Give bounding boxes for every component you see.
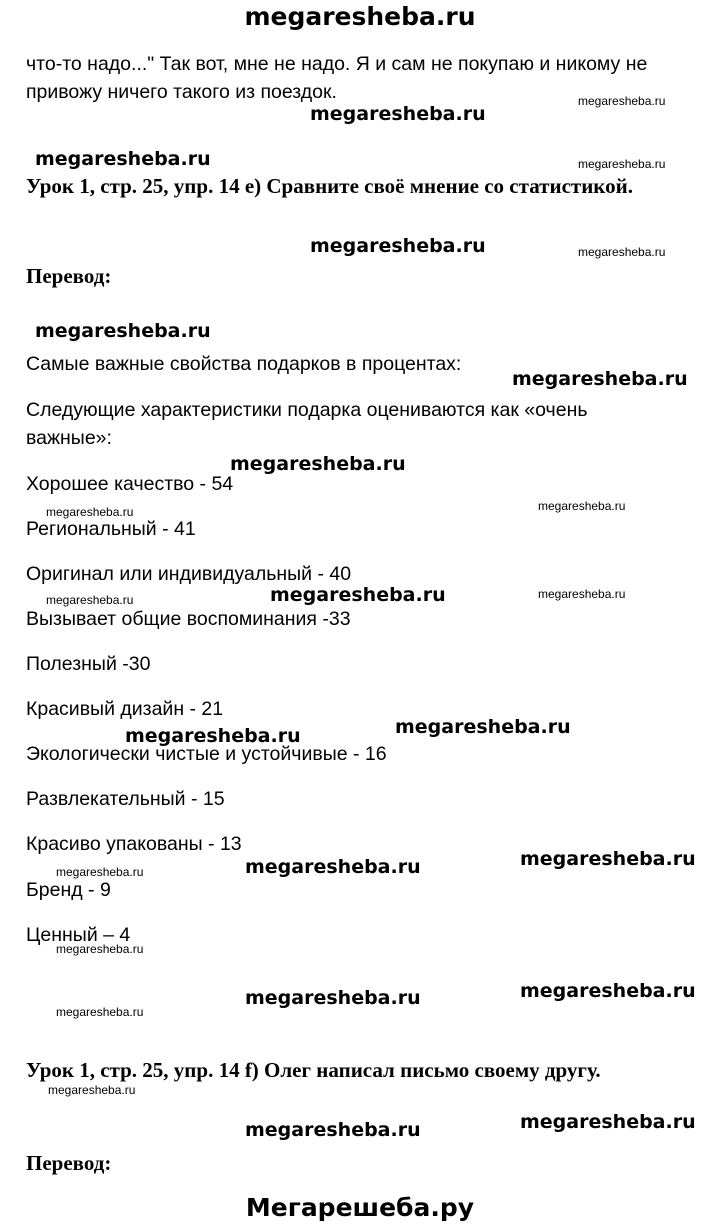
watermark: megaresheba.ru	[35, 320, 211, 342]
watermark-small: megaresheba.ru	[56, 1005, 144, 1019]
watermark: megaresheba.ru	[245, 1119, 421, 1141]
watermark: megaresheba.ru	[520, 1111, 696, 1133]
watermark-small: megaresheba.ru	[46, 593, 134, 607]
watermark-small: megaresheba.ru	[538, 499, 626, 513]
watermark-small: megaresheba.ru	[538, 587, 626, 601]
watermark-small: megaresheba.ru	[56, 865, 144, 879]
stat-item: Бренд - 9	[26, 879, 111, 901]
section-e-intro-line: Самые важные свойства подарков в процентах:	[26, 353, 462, 375]
watermark: megaresheba.ru	[520, 848, 696, 870]
watermark-small: megaresheba.ru	[578, 94, 666, 108]
watermark: megaresheba.ru	[310, 235, 486, 257]
stat-item: Вызывает общие воспоминания -33	[26, 608, 351, 630]
stat-item: Региональный - 41	[26, 518, 196, 540]
watermark: megaresheba.ru	[35, 148, 211, 170]
watermark-small: megaresheba.ru	[56, 942, 144, 956]
watermark: megaresheba.ru	[395, 716, 571, 738]
stat-item: Оригинал или индивидуальный - 40	[26, 563, 352, 585]
section-f-translation-label: Перевод:	[26, 1151, 112, 1175]
stat-item: Красиво упакованы - 13	[26, 833, 242, 855]
stat-item: Экологически чистые и устойчивые - 16	[26, 743, 387, 765]
watermark-small: megaresheba.ru	[578, 245, 666, 259]
stat-item: Полезный -30	[26, 653, 151, 675]
stat-item: Развлекательный - 15	[26, 788, 225, 810]
intro-line-2: привожу ничего такого из поездок.	[26, 81, 337, 103]
watermark: megaresheba.ru	[245, 987, 421, 1009]
header-watermark: megaresheba.ru	[244, 2, 476, 31]
stat-item: Красивый дизайн - 21	[26, 698, 224, 720]
watermark: megaresheba.ru	[512, 368, 688, 390]
stat-item: Ценный – 4	[26, 924, 131, 946]
stat-item: Хорошее качество - 54	[26, 473, 234, 495]
watermark-small: megaresheba.ru	[48, 1083, 136, 1097]
watermark-small: megaresheba.ru	[578, 157, 666, 171]
watermark: megaresheba.ru	[125, 725, 301, 747]
section-e-lead-line-2: важные»:	[26, 427, 112, 449]
footer-brand: Мегарешеба.ру	[245, 1193, 475, 1222]
watermark-small: megaresheba.ru	[46, 505, 134, 519]
section-e-lead-line-1: Следующие характеристики подарка оцениваются как «очень	[26, 399, 588, 421]
intro-line-1: что-то надо..." Так вот, мне не надо. Я и сам не покупаю и никому не	[26, 53, 648, 75]
watermark: megaresheba.ru	[520, 980, 696, 1002]
section-e-translation-label: Перевод:	[26, 264, 112, 288]
watermark: megaresheba.ru	[270, 584, 446, 606]
section-f-heading: Урок 1, стр. 25, упр. 14 f) Олег написал письмо своему другу.	[26, 1058, 601, 1082]
watermark: megaresheba.ru	[230, 453, 406, 475]
watermark: megaresheba.ru	[310, 103, 486, 125]
section-e-heading: Урок 1, стр. 25, упр. 14 e) Сравните своё мнение со статистикой.	[26, 174, 633, 198]
watermark: megaresheba.ru	[245, 856, 421, 878]
